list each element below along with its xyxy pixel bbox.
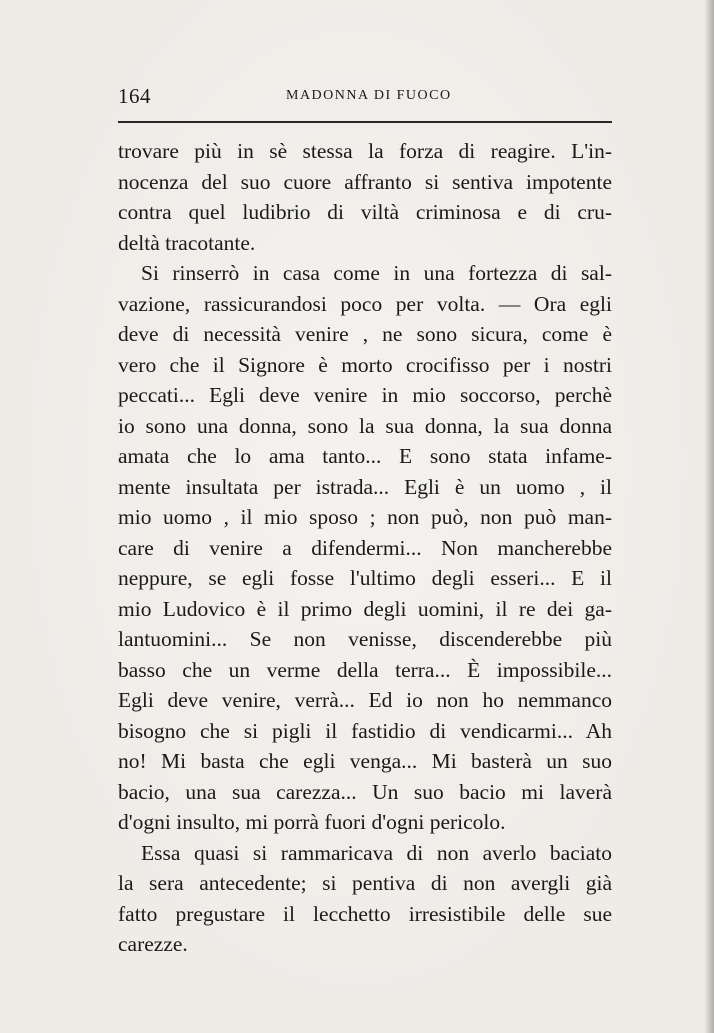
text-line: mente insultata per istrada... Egli è un uomo , il (118, 474, 612, 499)
text-line: contra quel ludibrio di viltà criminosa e di cru- (118, 200, 612, 224)
text-line: mio Ludovico è il primo degli uomini, il re dei ga- (118, 596, 612, 621)
text-line: Essa quasi si rammaricava di non averlo baciato (141, 840, 612, 865)
text-line: Egli deve venire, verrà... Ed io non ho nemmanco (118, 688, 612, 712)
text-line: nocenza del suo cuore affranto si sentiva impotente (118, 169, 612, 194)
header-rule (118, 121, 612, 123)
text-line: vazione, rassicurandosi poco per volta. — Ora egli (118, 291, 612, 316)
text-line: io sono una donna, sono la sua donna, la sua donna (118, 413, 612, 438)
text-line: lantuomini... Se non venisse, discenderebbe più (118, 627, 612, 651)
text-line: care di venire a difendermi... Non mancherebbe (118, 535, 612, 560)
text-line: trovare più in sè stessa la forza di reagire. L'in- (118, 139, 612, 163)
page-edge-shadow (704, 0, 714, 1033)
text-line: amata che lo ama tanto... E sono stata infame- (118, 444, 612, 468)
paragraph (118, 258, 612, 838)
paragraph (118, 136, 612, 258)
text-line: d'ogni insulto, mi porrà fuori d'ogni pericolo. (118, 810, 506, 834)
page-header (118, 84, 612, 108)
text-line: fatto pregustare il lecchetto irresistibile delle sue (118, 901, 612, 926)
page-number: 164 (118, 84, 151, 108)
text-line: bisogno che si pigli il fastidio di vendicarmi... Ah (118, 718, 612, 743)
text-line: deve di necessità venire , ne sono sicura, come è (118, 322, 612, 346)
text-line: carezze. (118, 932, 188, 956)
text-line: Si rinserrò in casa come in una fortezza di sal- (141, 261, 612, 285)
text-line: no! Mi basta che egli venga... Mi basterà un suo (118, 749, 612, 773)
text-line: bacio, una sua carezza... Un suo bacio mi laverà (118, 779, 612, 804)
text-line: peccati... Egli deve venire in mio soccorso, perchè (118, 383, 612, 407)
text-line: la sera antecedente; si pentiva di non avergli già (118, 871, 612, 895)
text-line: deltà tracotante. (118, 230, 256, 255)
text-line: basso che un verme della terra... È impossibile... (118, 657, 612, 682)
text-line: mio uomo , il mio sposo ; non può, non può man- (118, 505, 612, 529)
text-line: neppure, se egli fosse l'ultimo degli esseri... E il (118, 566, 612, 590)
text-line: vero che il Signore è morto crocifisso per i nostri (118, 352, 612, 377)
paragraph (118, 838, 612, 960)
running-title: MADONNA DI FUOCO (286, 88, 452, 103)
body-text (118, 136, 612, 960)
